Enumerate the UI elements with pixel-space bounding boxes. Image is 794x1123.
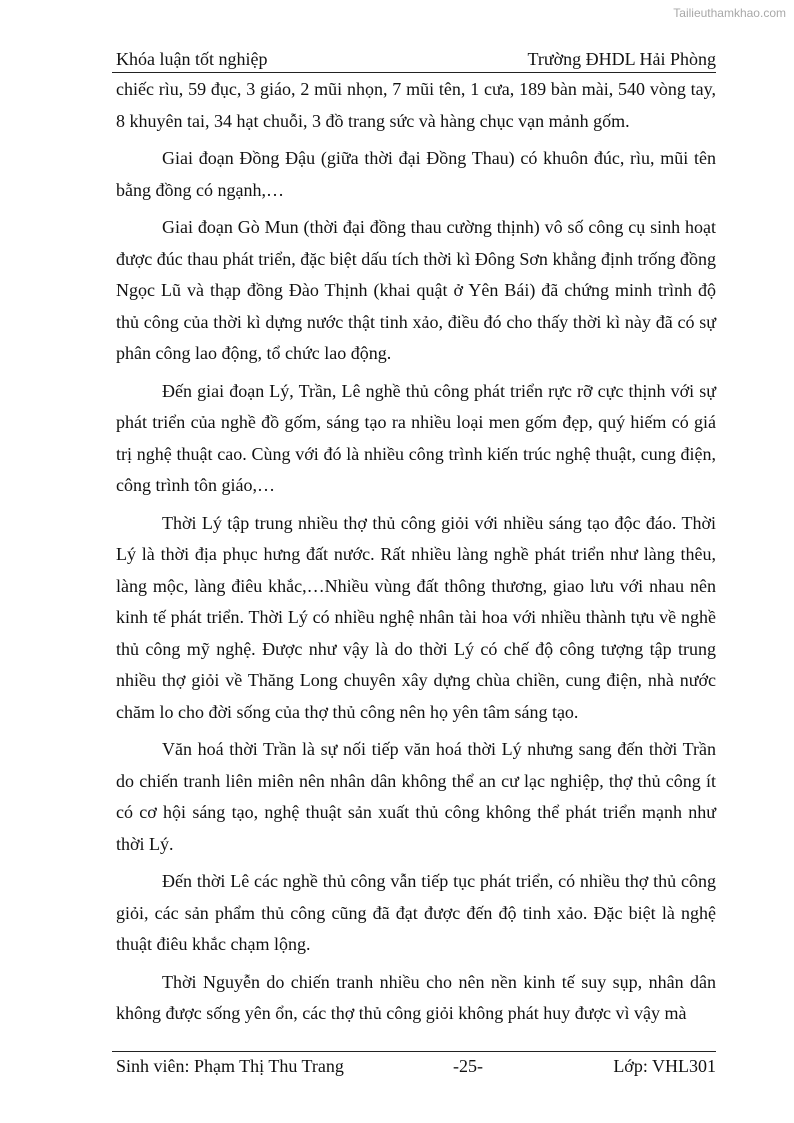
header-university: Trường ĐHDL Hải Phòng: [527, 49, 716, 69]
document-body: [116, 74, 716, 1036]
watermark: Tailieuthamkhao.com: [673, 6, 786, 20]
footer-student-name: Sinh viên: Phạm Thị Thu Trang: [116, 1056, 344, 1076]
paragraph-5: Thời Lý tập trung nhiều thợ thủ công giỏi với nhiều sáng tạo độc đáo. Thời Lý là thời địa phục hưng đất nước. Rất nhiều làng nghề phát triển như làng thêu, làng mộc, làng điêu khắc,…Nhiều vùng đất thông thương, giao lưu với nhau nên kinh tế phát triển. Thời Lý có nhiều nghệ nhân tài hoa với nhiều thành tựu về nghề thủ công mỹ nghệ. Được như vậy là do thời Lý có chế độ công tượng tập trung nhiều thợ giỏi về Thăng Long chuyên xây dựng chùa chiền, cung điện, nhà nước chăm lo cho đời sống của thợ thủ công nên họ yên tâm sáng tạo.: [116, 512, 716, 722]
footer-class: Lớp: VHL301: [613, 1056, 716, 1076]
header-thesis-title: Khóa luận tốt nghiệp: [116, 49, 268, 69]
paragraph-8: Thời Nguyễn do chiến tranh nhiều cho nên nền kinh tế suy sụp, nhân dân không được sống yên ổn, các thợ thủ công giỏi không phát huy được vì vậy mà: [116, 971, 716, 1023]
page-number: -25-: [453, 1056, 483, 1076]
page-footer: [116, 1055, 716, 1077]
header-divider: [112, 72, 716, 73]
paragraph-3: Giai đoạn Gò Mun (thời đại đồng thau cường thịnh) vô số công cụ sinh hoạt được đúc thau phát triển, đặc biệt dấu tích thời kì Đông Sơn khẳng định trống đồng Ngọc Lũ và thạp đồng Đào Thịnh (khai quật ở Yên Bái) đã chứng minh trình độ thủ công của thời kì dựng nước thật tinh xảo, điều đó cho thấy thời kì này đã có sự phân công lao động, tổ chức lao động.: [116, 217, 716, 363]
paragraph-7: Đến thời Lê các nghề thủ công vẫn tiếp tục phát triển, có nhiều thợ thủ công giỏi, các sản phẩm thủ công cũng đã đạt được đến độ tinh xảo. Đặc biệt là nghệ thuật điêu khắc chạm lộng.: [116, 871, 716, 954]
paragraph-1: chiếc rìu, 59 đục, 3 giáo, 2 mũi nhọn, 7 mũi tên, 1 cưa, 189 bàn mài, 540 vòng tay, 8 khuyên tai, 34 hạt chuỗi, 3 đồ trang sức và hàng chục vạn mảnh gốm.: [116, 79, 716, 131]
paragraph-6: Văn hoá thời Trần là sự nối tiếp văn hoá thời Lý nhưng sang đến thời Trần do chiến tranh liên miên nên nhân dân không thể an cư lạc nghiệp, thợ thủ công ít có cơ hội sáng tạo, nghệ thuật sản xuất thủ công không thể phát triển mạnh như thời Lý.: [116, 739, 716, 854]
page-header: [116, 48, 716, 70]
paragraph-4: Đến giai đoạn Lý, Trần, Lê nghề thủ công phát triển rực rỡ cực thịnh với sự phát triển của nghề đồ gốm, sáng tạo ra nhiều loại men gốm đẹp, quý hiếm có giá trị nghệ thuật cao. Cùng với đó là nhiều công trình kiến trúc nghệ thuật, cung điện, công trình tôn giáo,…: [116, 380, 716, 495]
footer-divider: [112, 1051, 716, 1052]
paragraph-2: Giai đoạn Đồng Đậu (giữa thời đại Đồng Thau) có khuôn đúc, rìu, mũi tên bằng đồng có ngạnh,…: [116, 148, 716, 200]
